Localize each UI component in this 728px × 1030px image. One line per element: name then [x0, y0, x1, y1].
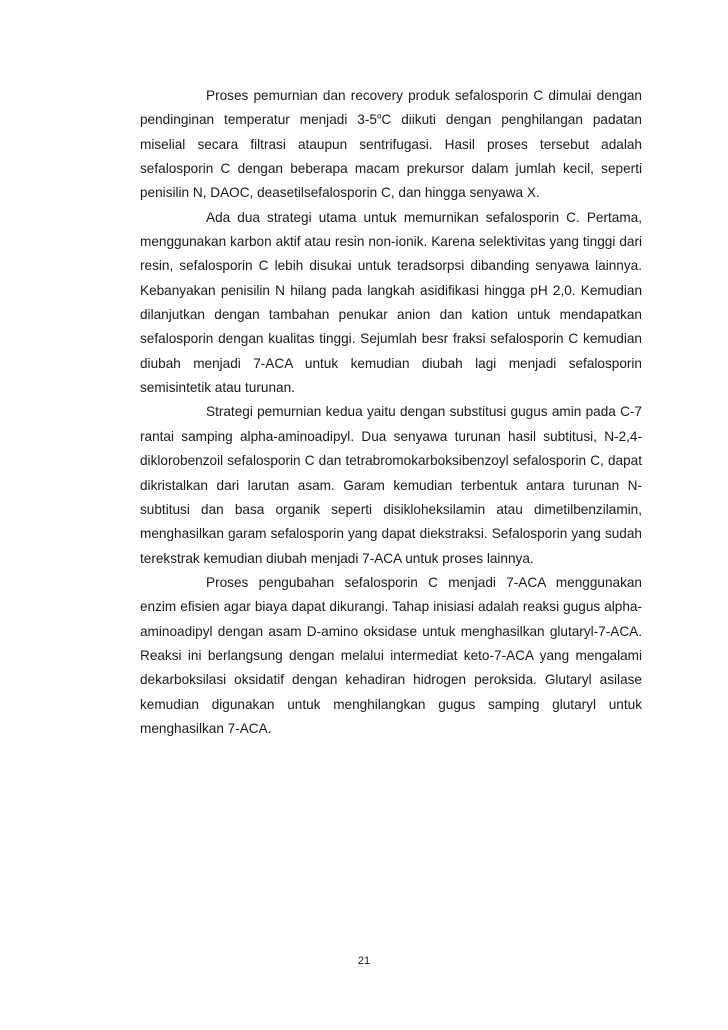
- degree-superscript: o: [376, 111, 382, 121]
- paragraph-1: [140, 84, 642, 206]
- body-text: [140, 84, 642, 741]
- paragraph-1-text-end: C diikuti dengan penghilangan padatan miselial secara filtrasi ataupun sentrifugasi. Hasil proses tersebut adalah sefalosporin C dengan beberapa macam prekursor dalam jumlah kecil, seperti penisilin N, DAOC, deasetilsefalosporin C, dan hingga senyawa X.: [140, 112, 642, 201]
- paragraph-3: Strategi pemurnian kedua yaitu dengan substitusi gugus amin pada C-7 rantai samping alpha-aminoadipyl. Dua senyawa turunan hasil subtitusi, N-2,4-diklorobenzoil sefalosporin C dan tetrabromokarboksibenzoyl sefalosporin C, dapat dikristalkan dari larutan asam. Garam kemudian terbentuk antara turunan N-subtitusi dan basa organik seperti disikloheksilamin atau dimetilbenzilamin, menghasilkan garam sefalosporin yang dapat diekstraksi. Sefalosporin yang sudah terekstrak kemudian diubah menjadi 7-ACA untuk proses lainnya.: [140, 404, 642, 566]
- paragraph-2: Ada dua strategi utama untuk memurnikan sefalosporin C. Pertama, menggunakan karbon aktif atau resin non-ionik. Karena selektivitas yang tinggi dari resin, sefalosporin C lebih disukai untuk teradsorpsi dibanding senyawa lainnya. Kebanyakan penisilin N hilang pada langkah asidifikasi hingga pH 2,0. Kemudian dilanjutkan dengan tambahan penukar anion dan kation untuk mendapatkan sefalosporin dengan kualitas tinggi. Sejumlah besr fraksi sefalosporin C kemudian diubah menjadi 7-ACA untuk kemudian diubah lagi menjadi sefalosporin semisintetik atau turunan.: [140, 209, 642, 396]
- paragraph-4: Proses pengubahan sefalosporin C menjadi 7-ACA menggunakan enzim efisien agar biaya dapat dikurangi. Tahap inisiasi adalah reaksi gugus alpha-aminoadipyl dengan asam D-amino oksidase untuk menghasilkan glutaryl-7-ACA. Reaksi ini berlangsung dengan melalui intermediat keto-7-ACA yang mengalami dekarboksilasi oksidatif dengan kehadiran hidrogen peroksida. Glutaryl asilase kemudian digunakan untuk menghilangkan gugus samping glutaryl untuk menghasilkan 7-ACA.: [140, 574, 642, 736]
- page-number: 21: [357, 955, 371, 967]
- paragraph-1-text-start: Proses pemurnian dan recovery produk sefalosporin C dimulai dengan pendinginan temperatur menjadi 3-5: [140, 88, 642, 128]
